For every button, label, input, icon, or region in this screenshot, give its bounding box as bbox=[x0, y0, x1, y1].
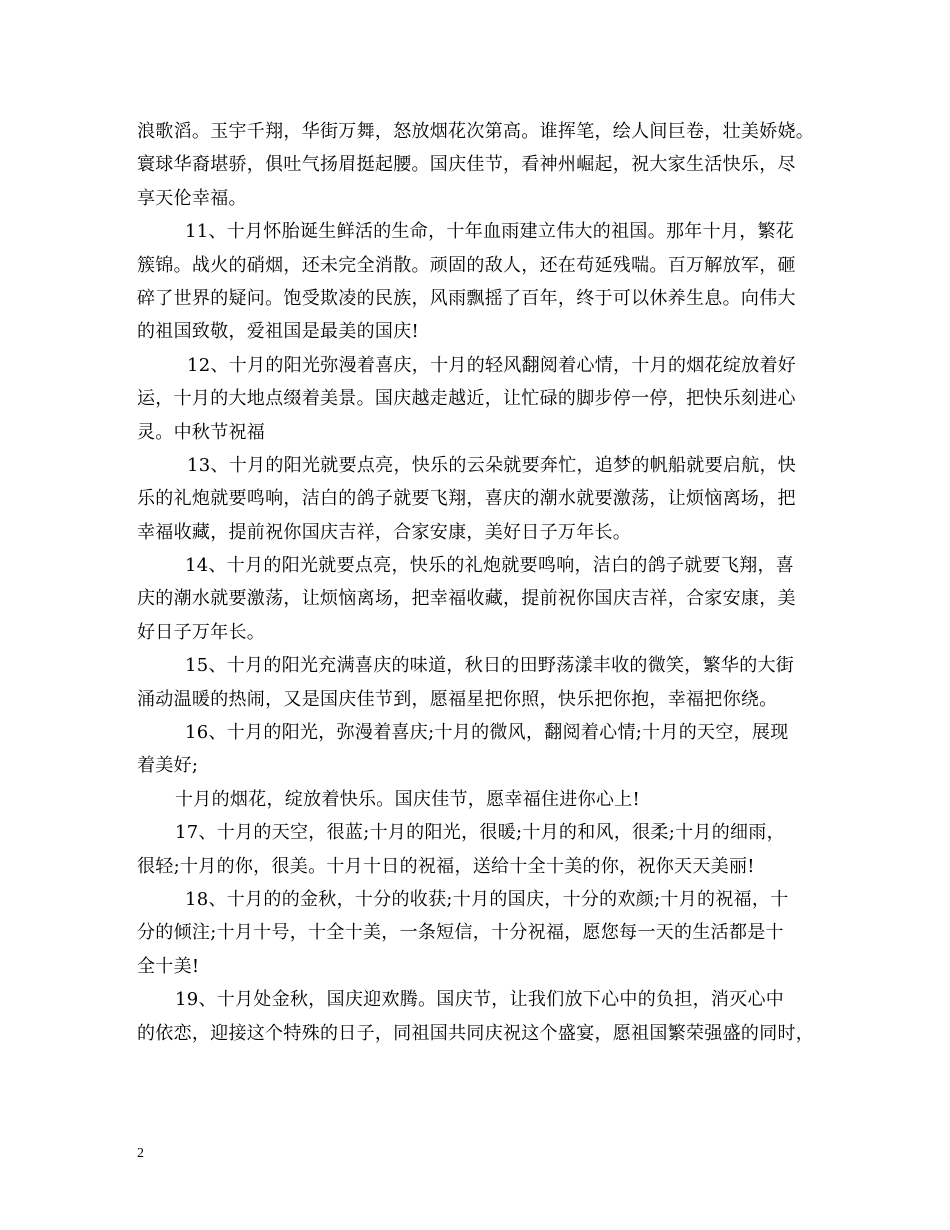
text-line: 十月的烟花，绽放着快乐。国庆佳节，愿幸福住进你心上! bbox=[175, 788, 641, 810]
text-line: 14、十月的阳光就要点亮，快乐的礼炮就要鸣响，洁白的鸽子就要飞翔，喜 bbox=[185, 555, 795, 577]
text-line: 乐的礼炮就要鸣响，洁白的鸽子就要飞翔，喜庆的潮水就要激荡，让烦恼离场，把 bbox=[137, 488, 796, 510]
text-line: 13、十月的阳光就要点亮，快乐的云朵就要奔忙，追梦的帆船就要启航，快 bbox=[187, 454, 797, 476]
text-line: 17、十月的天空，很蓝;十月的阳光，很暖;十月的和风，很柔;十月的细雨， bbox=[175, 822, 785, 844]
text-line: 庆的潮水就要激荡，让烦恼离场，把幸福收藏，提前祝你国庆吉祥，合家安康，美 bbox=[137, 588, 796, 610]
text-line: 12、十月的阳光弥漫着喜庆，十月的轻风翻阅着心情，十月的烟花绽放着好 bbox=[187, 354, 797, 376]
text-line: 11、十月怀胎诞生鲜活的生命，十年血雨建立伟大的祖国。那年十月，繁花 bbox=[185, 221, 795, 243]
text-line: 寰球华裔堪骄，俱吐气扬眉挺起腰。国庆佳节，看神州崛起，祝大家生活快乐，尽 bbox=[137, 154, 796, 176]
text-line: 灵。中秋节祝福 bbox=[137, 421, 266, 443]
text-line: 运，十月的大地点缀着美景。国庆越走越近，让忙碌的脚步停一停，把快乐刻进心 bbox=[137, 388, 796, 410]
text-line: 浪歌滔。玉宇千翔，华街万舞，怒放烟花次第高。谁挥笔，绘人间巨卷，壮美娇娆。 bbox=[137, 121, 815, 142]
text-line: 涌动温暖的热闹，又是国庆佳节到，愿福星把你照，快乐把你抱，幸福把你绕。 bbox=[137, 688, 778, 710]
text-line: 很轻;十月的你，很美。十月十日的祝福，送给十全十美的你，祝你天天美丽! bbox=[137, 855, 755, 877]
text-line: 好日子万年长。 bbox=[137, 621, 266, 643]
text-line: 的依恋，迎接这个特殊的日子，同祖国共同庆祝这个盛宴，愿祖国繁荣强盛的同时， bbox=[137, 1022, 815, 1044]
text-line: 18、十月的的金秋，十分的收获;十月的国庆，十分的欢颜;十月的祝福，十 bbox=[185, 888, 789, 910]
text-line: 15、十月的阳光充满喜庆的味道，秋日的田野荡漾丰收的微笑，繁华的大街 bbox=[185, 655, 795, 677]
text-line: 着美好; bbox=[137, 755, 199, 777]
document-body bbox=[137, 115, 837, 1050]
page-number: 2 bbox=[137, 1146, 144, 1161]
text-line: 全十美! bbox=[137, 955, 200, 977]
text-line: 分的倾注;十月十号，十全十美，一条短信，十分祝福，愿您每一天的生活都是十 bbox=[137, 922, 784, 944]
text-line: 16、十月的阳光，弥漫着喜庆;十月的微风，翻阅着心情;十月的天空，展现 bbox=[185, 722, 789, 744]
text-line: 簇锦。战火的硝烟，还未完全消散。顽固的敌人，还在苟延残喘。百万解放军，砸 bbox=[137, 254, 796, 276]
text-line: 碎了世界的疑问。饱受欺凌的民族，风雨飘摇了百年，终于可以休养生息。向伟大 bbox=[137, 287, 796, 309]
text-line: 幸福收藏，提前祝你国庆吉祥，合家安康，美好日子万年长。 bbox=[137, 521, 632, 543]
text-line: 享天伦幸福。 bbox=[137, 187, 247, 209]
text-line: 19、十月处金秋，国庆迎欢腾。国庆节，让我们放下心中的负担，消灭心中 bbox=[175, 989, 785, 1011]
text-line: 的祖国致敬，爱祖国是最美的国庆! bbox=[137, 321, 420, 343]
